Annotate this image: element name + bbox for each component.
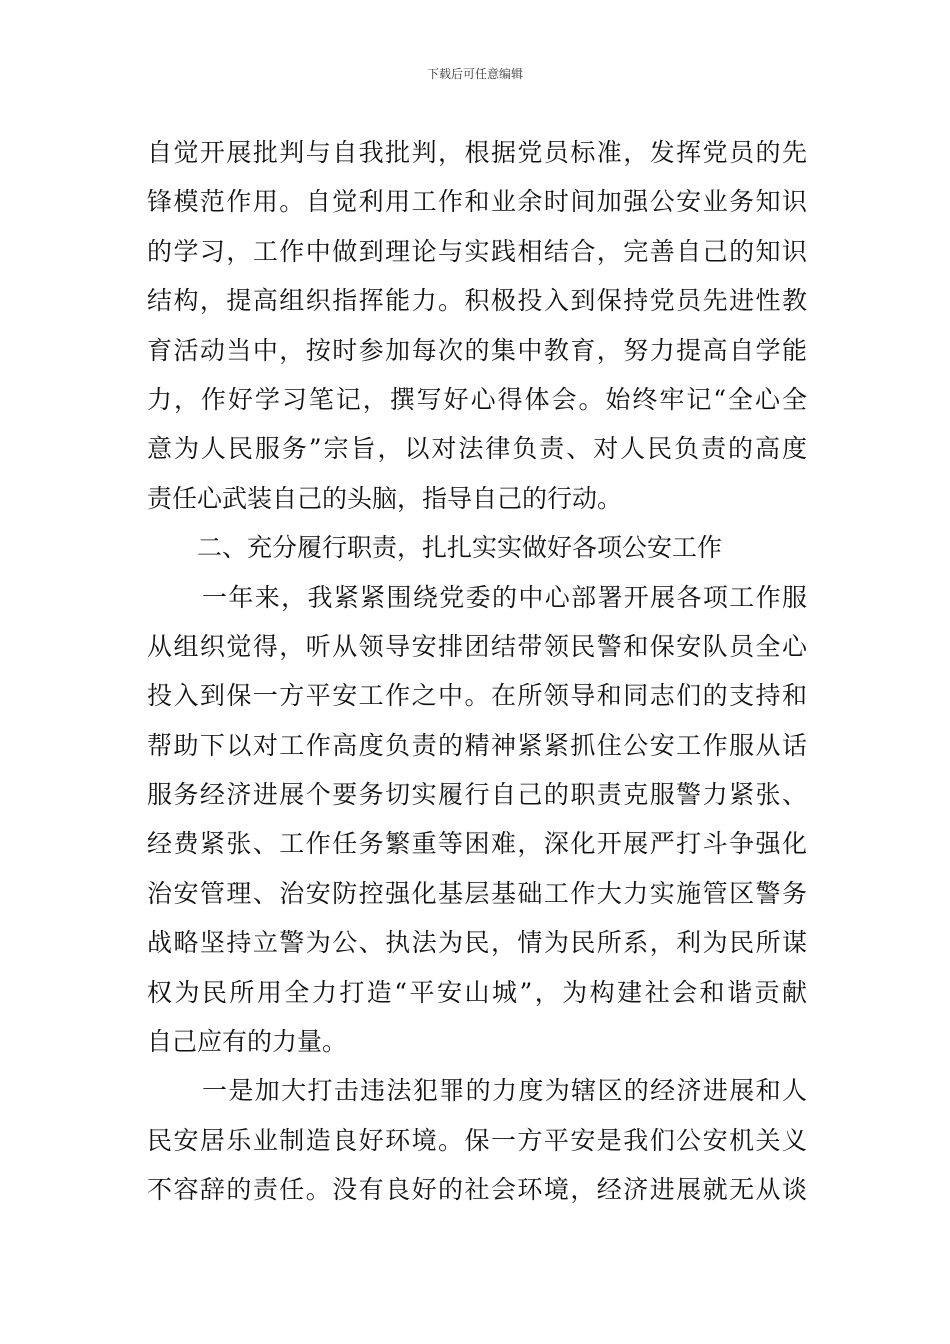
- text-line: 经费紧张、工作任务繁重等困难，深化开展严打斗争强化: [147, 829, 807, 859]
- text-line: 意为人民服务”宗旨，以对法律负责、对人民负责的高度: [147, 434, 807, 464]
- section-heading: 二、充分履行职责，扎扎实实做好各项公安工作: [197, 533, 723, 563]
- text-line: 的学习，工作中做到理论与实践相结合，完善自己的知识: [147, 236, 807, 266]
- text-line: 结构，提高组织指挥能力。积极投入到保持党员先进性教: [147, 286, 807, 316]
- text-line: 一是加大打击违法犯罪的力度为辖区的经济进展和人: [202, 1076, 807, 1106]
- text-line: 力，作好学习笔记，撰写好心得体会。始终牢记“全心全: [147, 384, 807, 414]
- text-line: 自己应有的力量。: [147, 1027, 348, 1057]
- document-body: [147, 128, 807, 1215]
- text-line: 从组织觉得，听从领导安排团结带领民警和保安队员全心: [147, 631, 807, 661]
- text-line: 一年来，我紧紧围绕党委的中心部署开展各项工作服: [202, 582, 807, 612]
- page-header: 下载后可任意编辑: [426, 67, 523, 81]
- text-line: 服务经济进展个要务切实履行自己的职责克服警力紧张、: [147, 780, 807, 810]
- text-line: 投入到保一方平安工作之中。在所领导和同志们的支持和: [147, 681, 807, 711]
- text-line: 权为民所用全力打造“平安山城”，为构建社会和谐贡献: [147, 977, 807, 1007]
- text-line: 不容辞的责任。没有良好的社会环境，经济进展就无从谈: [147, 1175, 807, 1205]
- text-line: 帮助下以对工作高度负责的精神紧紧抓住公安工作服从话: [147, 730, 807, 760]
- text-line: 锋模范作用。自觉利用工作和业余时间加强公安业务知识: [147, 187, 807, 217]
- text-line: 战略坚持立警为公、执法为民，情为民所系，利为民所谋: [147, 928, 807, 958]
- text-line: 自觉开展批判与自我批判，根据党员标准，发挥党员的先: [147, 138, 807, 167]
- text-line: 民安居乐业制造良好环境。保一方平安是我们公安机关义: [147, 1125, 807, 1155]
- text-line: 育活动当中，按时参加每次的集中教育，努力提高自学能: [147, 335, 807, 365]
- text-line: 责任心武装自己的头脑，指导自己的行动。: [147, 483, 623, 513]
- text-line: 治安管理、治安防控强化基层基础工作大力实施管区警务: [147, 878, 807, 908]
